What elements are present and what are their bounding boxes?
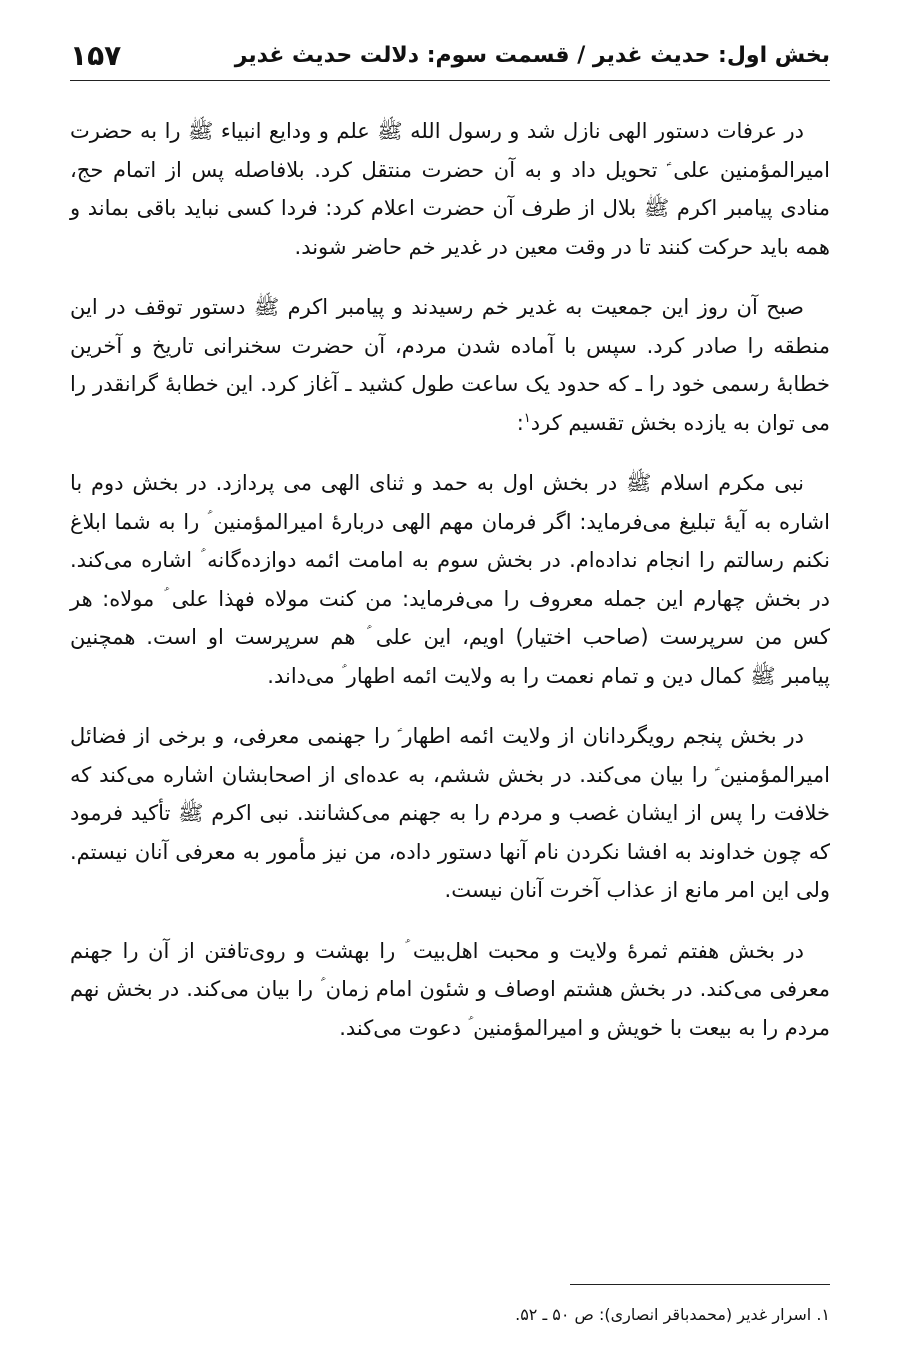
- running-title: بخش اول: حدیث غدیر / قسمت سوم: دلالت حدیث غدیر: [234, 42, 830, 68]
- footnote-1: ۱. اسرار غدیر (محمدباقر انصاری): ص ۵۰ ـ ۵۲.: [515, 1305, 830, 1324]
- paragraph-2: [70, 288, 830, 442]
- page-number: ۱۵۷: [70, 38, 122, 72]
- footnote-reference[interactable]: ۱: [523, 410, 531, 426]
- footnote-divider: [570, 1284, 830, 1285]
- paragraph-3: نبی مکرم اسلام ﷺ در بخش اول به حمد و ثنای الهی می پردازد. در بخش دوم با اشاره به آیهٔ تبلیغ می‌فرماید: اگر فرمان مهم الهی دربارهٔ امیرالمؤمنین ؑ را به شما ابلاغ نکنم رسالتم را انجام نداده‌ام. در بخش سوم به امامت ائمه دوازده‌گانه ؑ اشاره می‌کند. در بخش چهارم این جمله معروف را می‌فرماید: من کنت مولاه فهذا علی ؑ مولاه: هر کس من سرپرست (صاحب اختیار) اویم، این علی ؑ هم سرپرست او است. همچنین پیامبر ﷺ کمال دین و تمام نعمت را به ولایت ائمه اطهار ؑ می‌داند.: [70, 471, 830, 688]
- paragraph-1: در عرفات دستور الهی نازل شد و رسول الله ﷺ علم و ودایع انبیاء ﷺ را به حضرت امیرالمؤمنین علی ؑ تحویل داد و به آن حضرت منتقل کرد. بلافاصله پس از اتمام حج، منادی پیامبر اکرم ﷺ بلال از طرف آن حضرت اعلام کرد: فردا کسی نباید باقی بماند و همه باید حرکت کنند تا در وقت معین در غدیر خم حاضر شوند.: [70, 119, 830, 259]
- paragraph-4: در بخش پنجم رویگردانان از ولایت ائمه اطهار ؑ را جهنمی معرفی، و برخی از فضائل امیرالمؤمنین ؑ را بیان می‌کند. در بخش ششم، به عده‌ای از اصحابشان اشاره می‌کند که خلافت را پس از ایشان غصب و مردم را به جهنم می‌کشانند. نبی اکرم ﷺ تأکید فرمود که چون خداوند به افشا نکردن نام آنها دستور داده، من نیز مأمور به معرفی آنان نیستم. ولی این امر مانع از عذاب آخرت آنان نیست.: [70, 724, 830, 902]
- page-header: [70, 30, 830, 81]
- paragraph-5: در بخش هفتم ثمرهٔ ولایت و محبت اهل‌بیت ؑ را بهشت و روی‌تافتن از آن را جهنم معرفی می‌کند. در بخش هشتم اوصاف و شئون امام زمان ؑ را بیان می‌کند. در بخش نهم مردم را به بیعت با خویش و امیرالمؤمنین ؑ دعوت می‌کند.: [70, 938, 830, 1040]
- paragraph-2-text: صبح آن روز این جمعیت به غدیر خم رسیدند و پیامبر اکرم ﷺ دستور توقف در این منطقه را صادر کرد. سپس با آماده شدن مردم، آن حضرت سخنرانی تاریخ و آخرین خطابهٔ رسمی خود را ـ که حدود یک ساعت طول کشید ـ آغاز کرد. این خطابهٔ گرانقدر را می توان به یازده بخش تقسیم کرد: [70, 295, 830, 435]
- main-text: [70, 112, 830, 1069]
- paragraph-2-colon: :: [516, 410, 524, 435]
